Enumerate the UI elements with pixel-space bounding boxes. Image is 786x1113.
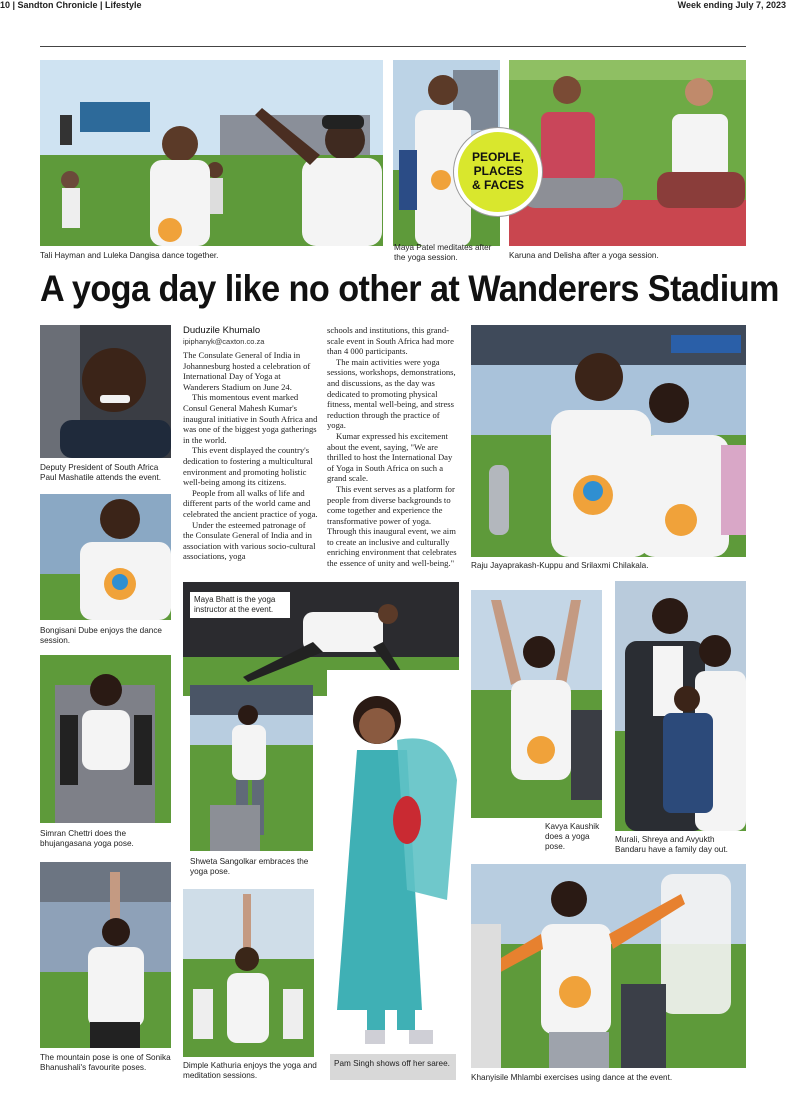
badge-line-2: PLACES [473,164,523,178]
article-column-2 [327,325,459,569]
page-header [0,0,786,12]
photo-simran [40,655,171,823]
people-places-faces-badge [454,128,542,216]
photo-bongisani [40,494,171,620]
photo-khanyisile [471,864,746,1068]
article-paragraph: The Consulate General of India in Johannesburg hosted a celebration of International Day of Yoga at Wanderers Stadium on June 24. [183,350,311,392]
photo-sonika [40,862,171,1048]
article-paragraph: Kumar expressed his excitement about the event, saying, "We are thrilled to host the International Day of Yoga in South Africa on such a grand scale. [327,430,453,484]
photo-kavya [471,590,602,818]
article-paragraph: schools and institutions, this grand-scale event in South Africa had more than 4 000 participants. [327,325,454,357]
caption-maya-bhatt: Maya Bhatt is the yoga instructor at the event. [190,592,290,618]
caption-sonika: The mountain pose is one of Sonika Bhanushali's favourite poses. [40,1053,171,1072]
page-folio: 10 | Sandton Chronicle | Lifestyle [0,0,142,10]
badge-line-1: PEOPLE, [471,150,524,164]
badge-line-3: & FACES [471,178,524,192]
headline: A yoga day like no other at Wanderers Stadium [40,268,779,309]
byline-email: ipiphanyk@caxton.co.za [183,337,265,346]
photo-pam-singh [327,670,459,1055]
caption-karuna: Karuna and Delisha after a yoga session. [509,251,659,260]
caption-kavya: Kavya Kaushik does a yoga pose. [545,822,605,852]
caption-maya-patel: Maya Patel meditates after the yoga session. [394,243,492,262]
photo-murali-family [615,581,746,831]
photo-raju-srilaxmi [471,325,746,557]
header-rule [40,46,746,47]
article-paragraph: This momentous event marked Consul General Mahesh Kumar's inaugural initiative in South Africa and was one of the biggest yoga gatherings in the world. [183,392,318,445]
photo-mashatile [40,325,171,458]
byline-name: Duduzile Khumalo [183,325,261,336]
article-paragraph: This event serves as a platform for people from diverse backgrounds to come together and experience the transformative power of yoga. Through this inaugural event, we aim to create an inclusive and culturally enriching environment that celebrates the essence of unity and well-being." [327,483,457,569]
caption-murali: Murali, Shreya and Avyukth Bandaru have a family day out. [615,835,728,854]
caption-dimple: Dimple Kathuria enjoys the yoga and meditation sessions. [183,1061,317,1080]
article-paragraph: This event displayed the country's dedication to fostering a multicultural environment and promoting holistic well-being among its citizens. [183,445,313,488]
caption-khanyisile: Khanyisile Mhlambi exercises using dance at the event. [471,1073,673,1082]
caption-shweta: Shweta Sangolkar embraces the yoga pose. [190,857,309,876]
photo-tali-luleka [40,60,383,246]
article-column-1 [183,350,318,562]
photo-dimple [183,889,314,1057]
article-paragraph: Under the esteemed patronage of the Consulate General of India and in association with various socio-cultural associations, yoga [183,519,316,562]
issue-date: Week ending July 7, 2023 [677,0,786,10]
caption-pam: Pam Singh shows off her saree. [330,1054,456,1080]
caption-tali: Tali Hayman and Luleka Dangisa dance together. [40,251,219,260]
article-paragraph: People from all walks of life and different parts of the world came and celebrated the ancient practice of yoga. [183,487,318,519]
photo-shweta [190,685,313,851]
photo-karuna-delisha [509,60,746,246]
caption-raju: Raju Jayaprakash-Kuppu and Srilaxmi Chilakala. [471,561,649,570]
caption-simran: Simran Chettri does the bhujangasana yoga pose. [40,829,134,848]
caption-bongisani: Bongisani Dube enjoys the dance session. [40,626,162,645]
caption-mashatile: Deputy President of South Africa Paul Mashatile attends the event. [40,463,162,482]
article-paragraph: The main activities were yoga sessions, workshops, demonstrations, and discussions, as the day was dedicated to promoting physical fitness, mental well-being, and stress reduction through the practice of yoga. [327,356,456,431]
